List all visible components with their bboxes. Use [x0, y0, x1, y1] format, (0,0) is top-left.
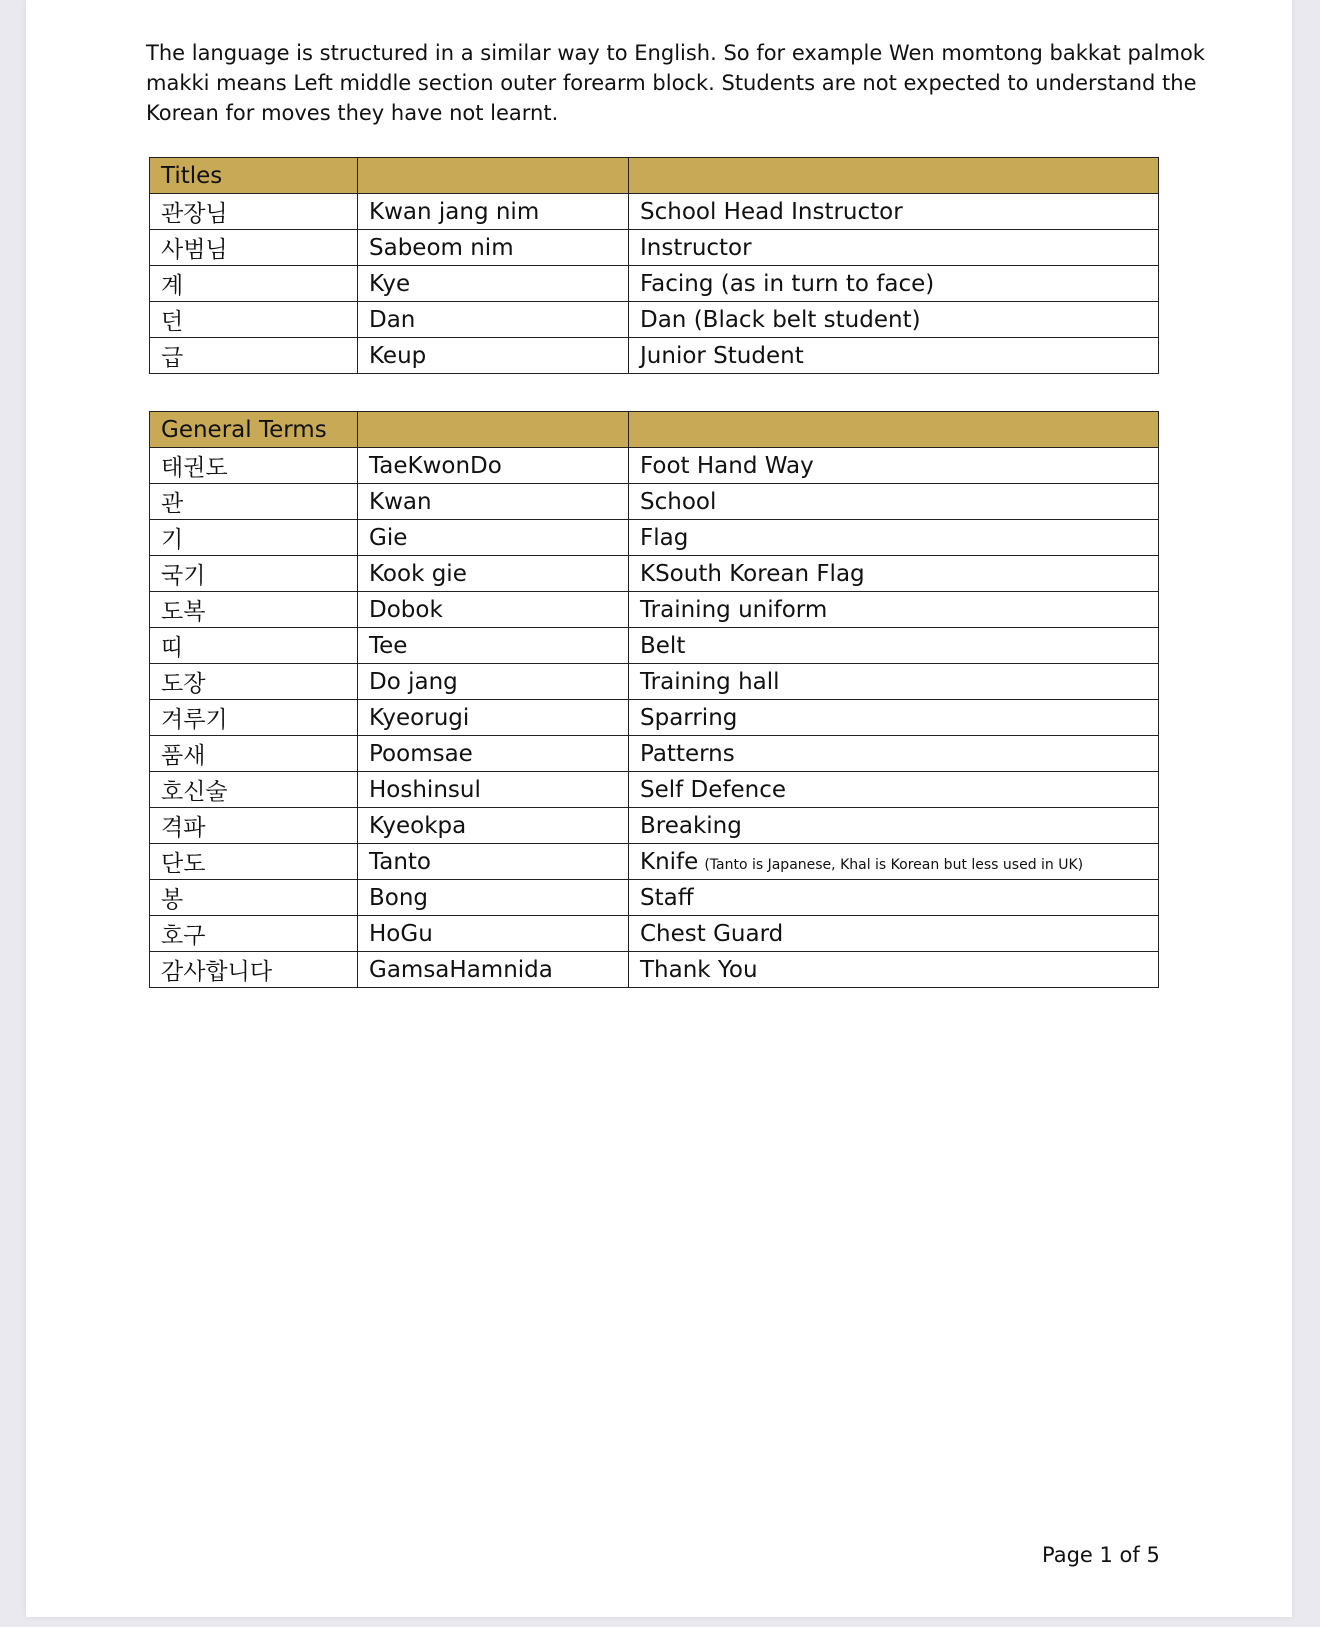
- english-meaning: Chest Guard: [640, 920, 784, 947]
- general-header-row: [150, 412, 1159, 448]
- korean-term: 계: [150, 266, 358, 302]
- romanized-term: Bong: [358, 880, 629, 916]
- header-blank-cell: [358, 158, 629, 194]
- english-meaning: Junior Student: [640, 342, 804, 369]
- romanized-term: Kyeokpa: [358, 808, 629, 844]
- english-meaning-cell: [629, 628, 1159, 664]
- english-meaning: Training uniform: [640, 596, 828, 623]
- table-row: [150, 266, 1159, 302]
- english-meaning: Dan (Black belt student): [640, 306, 921, 333]
- header-blank-cell: [358, 412, 629, 448]
- english-meaning-cell: [629, 916, 1159, 952]
- korean-term: 단도: [150, 844, 358, 880]
- english-meaning-cell: [629, 448, 1159, 484]
- romanized-term: GamsaHamnida: [358, 952, 629, 988]
- table-row: [150, 736, 1159, 772]
- korean-term: 호구: [150, 916, 358, 952]
- korean-term: 겨루기: [150, 700, 358, 736]
- korean-term: 품새: [150, 736, 358, 772]
- korean-term: 급: [150, 338, 358, 374]
- english-meaning: School: [640, 488, 717, 515]
- titles-heading: Titles: [150, 158, 358, 194]
- table-row: [150, 338, 1159, 374]
- titles-header-row: [150, 158, 1159, 194]
- english-meaning: Facing (as in turn to face): [640, 270, 935, 297]
- english-meaning-cell: [629, 880, 1159, 916]
- english-meaning-cell: [629, 230, 1159, 266]
- table-row: [150, 556, 1159, 592]
- romanized-term: Do jang: [358, 664, 629, 700]
- korean-term: 관장님: [150, 194, 358, 230]
- english-meaning-cell: [629, 556, 1159, 592]
- general-terms-heading: General Terms: [150, 412, 358, 448]
- english-meaning: Training hall: [640, 668, 780, 695]
- general-terms-table: [149, 411, 1159, 988]
- english-meaning: KSouth Korean Flag: [640, 560, 865, 587]
- table-row: [150, 194, 1159, 230]
- table-row: [150, 952, 1159, 988]
- english-meaning-cell: [629, 194, 1159, 230]
- korean-term: 격파: [150, 808, 358, 844]
- table-row: [150, 880, 1159, 916]
- intro-paragraph: The language is structured in a similar way to English. So for example Wen momtong bakkat palmok makki means Left middle section outer forearm block. Students are not expected to understand the Korean for moves they have not learnt.: [146, 41, 1205, 125]
- romanized-term: Kook gie: [358, 556, 629, 592]
- korean-term: 기: [150, 520, 358, 556]
- romanized-term: Keup: [358, 338, 629, 374]
- table-row: [150, 628, 1159, 664]
- table-row: [150, 484, 1159, 520]
- romanized-term: HoGu: [358, 916, 629, 952]
- english-meaning-cell: [629, 844, 1159, 880]
- english-meaning-cell: [629, 772, 1159, 808]
- romanized-term: Tanto: [358, 844, 629, 880]
- english-meaning-cell: [629, 700, 1159, 736]
- english-meaning: Sparring: [640, 704, 738, 731]
- english-meaning: Flag: [640, 524, 689, 551]
- table-row: [150, 592, 1159, 628]
- table-row: [150, 448, 1159, 484]
- korean-term: 태권도: [150, 448, 358, 484]
- romanized-term: Poomsae: [358, 736, 629, 772]
- english-meaning-cell: [629, 520, 1159, 556]
- english-meaning-cell: [629, 736, 1159, 772]
- korean-term: 봉: [150, 880, 358, 916]
- header-blank-cell: [629, 412, 1159, 448]
- titles-table: [149, 157, 1159, 374]
- table-row: [150, 772, 1159, 808]
- english-meaning-cell: [629, 592, 1159, 628]
- header-blank-cell: [629, 158, 1159, 194]
- romanized-term: Kye: [358, 266, 629, 302]
- english-meaning: Instructor: [640, 234, 752, 261]
- table-row: [150, 664, 1159, 700]
- english-meaning-cell: [629, 808, 1159, 844]
- korean-term: 띠: [150, 628, 358, 664]
- english-meaning-cell: [629, 484, 1159, 520]
- table-row: [150, 700, 1159, 736]
- table-row: [150, 808, 1159, 844]
- term-note: (Tanto is Japanese, Khal is Korean but less used in UK): [704, 856, 1084, 873]
- romanized-term: Tee: [358, 628, 629, 664]
- korean-term: 도장: [150, 664, 358, 700]
- english-meaning-cell: [629, 266, 1159, 302]
- romanized-term: Gie: [358, 520, 629, 556]
- table-row: [150, 916, 1159, 952]
- page-number: Page 1 of 5: [1042, 1543, 1160, 1567]
- english-meaning: Breaking: [640, 812, 742, 839]
- romanized-term: Kwan jang nim: [358, 194, 629, 230]
- table-row: [150, 302, 1159, 338]
- korean-term: 감사합니다: [150, 952, 358, 988]
- english-meaning: Self Defence: [640, 776, 787, 803]
- english-meaning: Patterns: [640, 740, 735, 767]
- korean-term: 던: [150, 302, 358, 338]
- english-meaning: Knife: [640, 848, 699, 875]
- korean-term: 호신술: [150, 772, 358, 808]
- english-meaning: School Head Instructor: [640, 198, 903, 225]
- romanized-term: Kyeorugi: [358, 700, 629, 736]
- english-meaning: Belt: [640, 632, 686, 659]
- table-row: [150, 520, 1159, 556]
- table-row: [150, 844, 1159, 880]
- romanized-term: Dobok: [358, 592, 629, 628]
- romanized-term: Hoshinsul: [358, 772, 629, 808]
- english-meaning: Thank You: [640, 956, 758, 983]
- english-meaning: Staff: [640, 884, 694, 911]
- romanized-term: TaeKwonDo: [358, 448, 629, 484]
- english-meaning-cell: [629, 302, 1159, 338]
- table-row: [150, 230, 1159, 266]
- romanized-term: Dan: [358, 302, 629, 338]
- english-meaning-cell: [629, 952, 1159, 988]
- romanized-term: Kwan: [358, 484, 629, 520]
- korean-term: 도복: [150, 592, 358, 628]
- english-meaning-cell: [629, 338, 1159, 374]
- romanized-term: Sabeom nim: [358, 230, 629, 266]
- korean-term: 사범님: [150, 230, 358, 266]
- english-meaning-cell: [629, 664, 1159, 700]
- korean-term: 국기: [150, 556, 358, 592]
- korean-term: 관: [150, 484, 358, 520]
- english-meaning: Foot Hand Way: [640, 452, 814, 479]
- document-page: [26, 0, 1292, 1617]
